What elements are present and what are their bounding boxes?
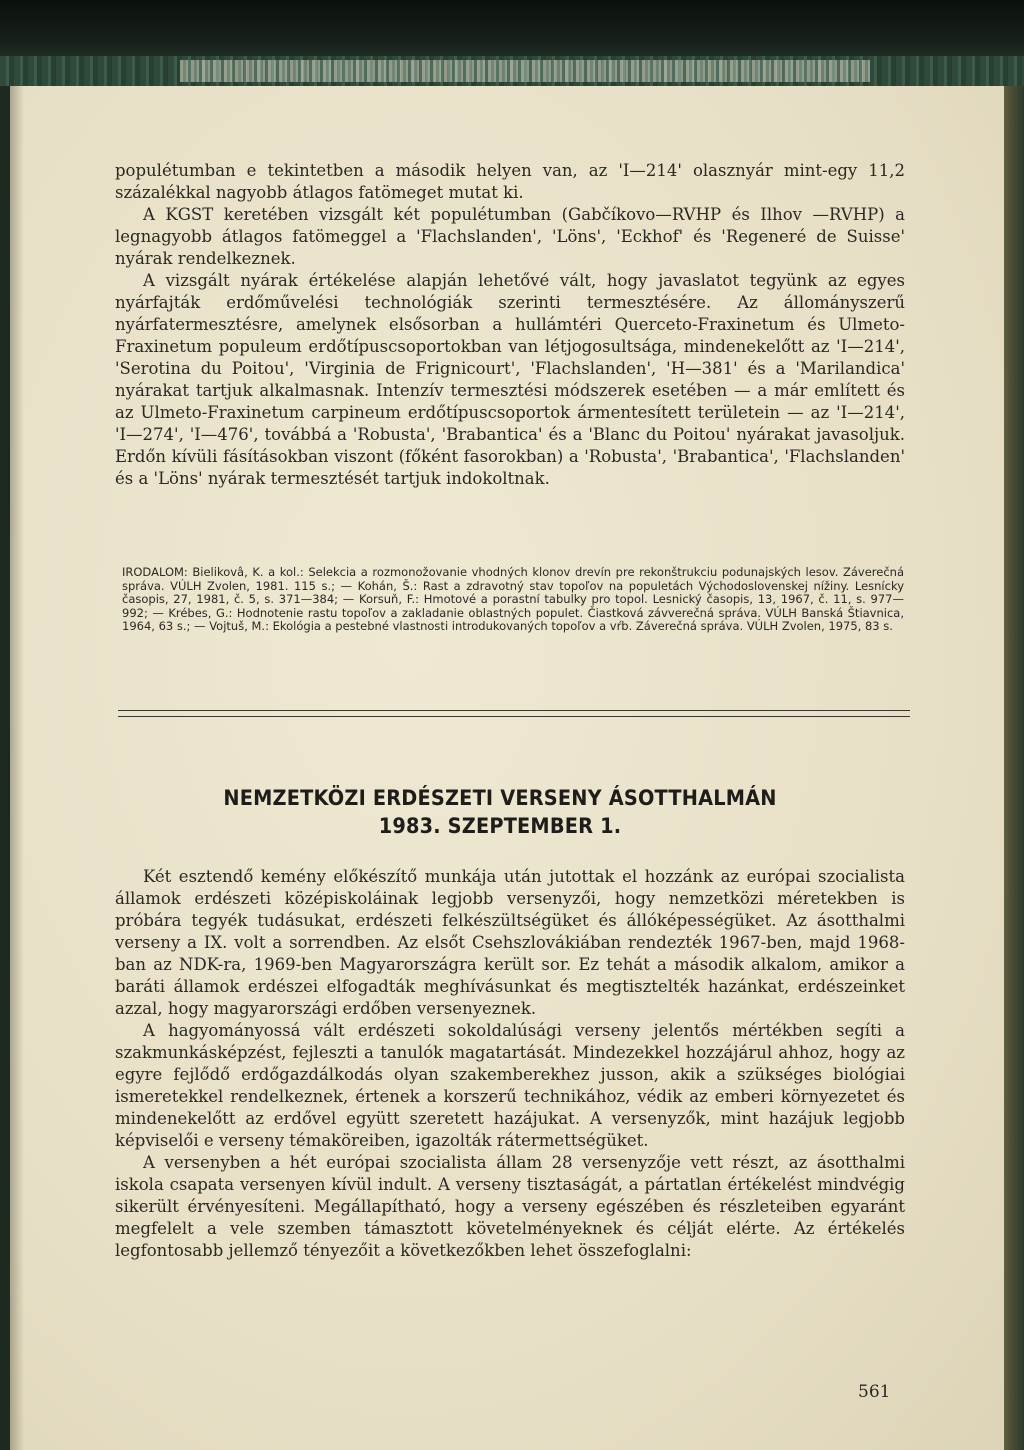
conclusion-paragraph-1: populétumban e tekintetben a második helyen van, az 'I—214' olasznyár mint-egy 11,2 százalékkal nagyobb átlagos fatömeget mutat ki. [115, 161, 905, 202]
article-body [115, 866, 905, 1262]
conclusion-paragraph-2: A KGST keretében vizsgált két populétumban (Gabčíkovo—RVHP és Ilhov —RVHP) a legnagyobb átlagos fatömeggel a 'Flachslanden', 'Löns', 'Eckhof' és 'Regeneré de Suisse' nyárak rendelkeznek. [115, 205, 905, 268]
section-divider-bottom [118, 716, 910, 717]
body-paragraph-1: Két esztendő kemény előkészítő munkája után jutottak el hozzánk az európai szocialista államok erdészeti középiskoláinak legjobb versenyzői, hogy nemzetközi méretekben is próbára tegyék tudásukat, erdészeti felkészültségüket és állóképességüket. Az ásotthalmi verseny a IX. volt a sorrendben. Az elsőt Csehszlovákiában rendezték 1967-ben, majd 1968-ban az NDK-ra, 1969-ben Magyarországra került sor. Ez tehát a második alkalom, amikor a baráti államok erdészei elfogadták meghívásunkat és megtisztelték hazánkat, erdészeinket azzal, hogy magyarországi erdőben versenyeznek. [115, 867, 905, 1018]
article-title-line-1: NEMZETKÖZI ERDÉSZETI VERSENY ÁSOTTHALMÁN [223, 786, 777, 810]
conclusion-paragraph-3: A vizsgált nyárak értékelése alapján lehetővé vált, hogy javaslatot tegyünk az egyes nyárfajták erdőművelési technológiák szerinti termesztésére. Az állományszerű nyárfatermesztésre, amelynek elsősorban a hullámtéri Querceto-Fraxinetum és Ulmeto-Fraxinetum populeum erdőtípuscsoportokban van létjogosultsága, mindenekelőtt az 'I—214', 'Serotina du Poitou', 'Virginia de Frignicourt', 'Flachslanden', 'H—381' és a 'Marilandica' nyárakat tartjuk alkalmasnak. Intenzív termesztési módszerek esetében — a már említett és az Ulmeto-Fraxinetum carpineum erdőtípuscsoportok ármentesített területein — az 'I—214', 'I—274', 'I—476', továbbá a 'Robusta', 'Brabantica' és a 'Blanc du Poitou' nyárakat javasoljuk. Erdőn kívüli fásításokban viszont (főként fasorokban) a 'Robusta', 'Brabantica', 'Flachslanden' és a 'Löns' nyárak termesztését tartjuk indokoltnak. [115, 271, 905, 488]
article-conclusion [115, 160, 905, 490]
scan-top-border [0, 0, 1024, 62]
body-paragraph-2: A hagyományossá vált erdészeti sokoldalúsági verseny jelentős mértékben segíti a szakmunkásképzést, fejleszti a tanulók magatartását. Mindezekkel hozzájárul ahhoz, hogy az egyre fejlődő erdőgazdálkodás olyan szakemberekhez jusson, akik a szükséges biológiai ismeretekkel rendelkeznek, értenek a korszerű technikához, védik az emberi környezetet és mindenekelőtt az erdővel együtt szeretett hazájukat. A versenyzők, mint hazájuk legjobb képviselői e verseny témaköreiben, igazolták rátermettségüket. [115, 1021, 905, 1150]
page-number: 561 [858, 1382, 891, 1402]
section-divider-top [118, 710, 910, 711]
document-page [10, 86, 1004, 1450]
body-paragraph-3: A versenyben a hét európai szocialista állam 28 versenyzője vett részt, az ásotthalmi iskola csapata versenyen kívül indult. A verseny tisztaságát, a pártatlan értékelést mindvégig sikerült érvényesíteni. Megállapítható, hogy a verseny egészében és részleteiben egyaránt megfelelt a vele szemben támasztott követelményeknek és célját elérte. Az értékelés legfontosabb jellemző tényezőit a következőkben lehet összefoglalni: [115, 1153, 905, 1260]
references: IRODALOM: Bielikovâ, K. a kol.: Selekcia a rozmonožovanie vhodných klonov drevín pre rekonštrukciu podunajských lesov. Záverečná správa. VÚLH Zvolen, 1981. 115 s.; — Kohán, Š.: Rast a zdravotný stav topoľov na populetách Východoslovenskej nížiny. Lesnícky časopis, 27, 1981, č. 5, s. 371—384; — Korsuň, F.: Hmotové a porastní tabulky pro topol. Lesnický časopis, 13, 1967, č. 11, s. 977—992; — Krébes, G.: Hodnotenie rastu topoľov a zakladanie oblastných populet. Čiastková závverečná správa. VÚLH Banská Štiavnica, 1964, 63 s.; — Vojtuš, M.: Ekológia a pestebné vlastnosti introdukovaných topoľov a vŕb. Záverečná správa. VÚLH Zvolen, 1975, 83 s. [122, 565, 904, 634]
gutter-shadow [10, 86, 24, 1450]
article-title-line-2: 1983. SZEPTEMBER 1. [378, 814, 622, 838]
book-binding-pattern [180, 60, 870, 82]
